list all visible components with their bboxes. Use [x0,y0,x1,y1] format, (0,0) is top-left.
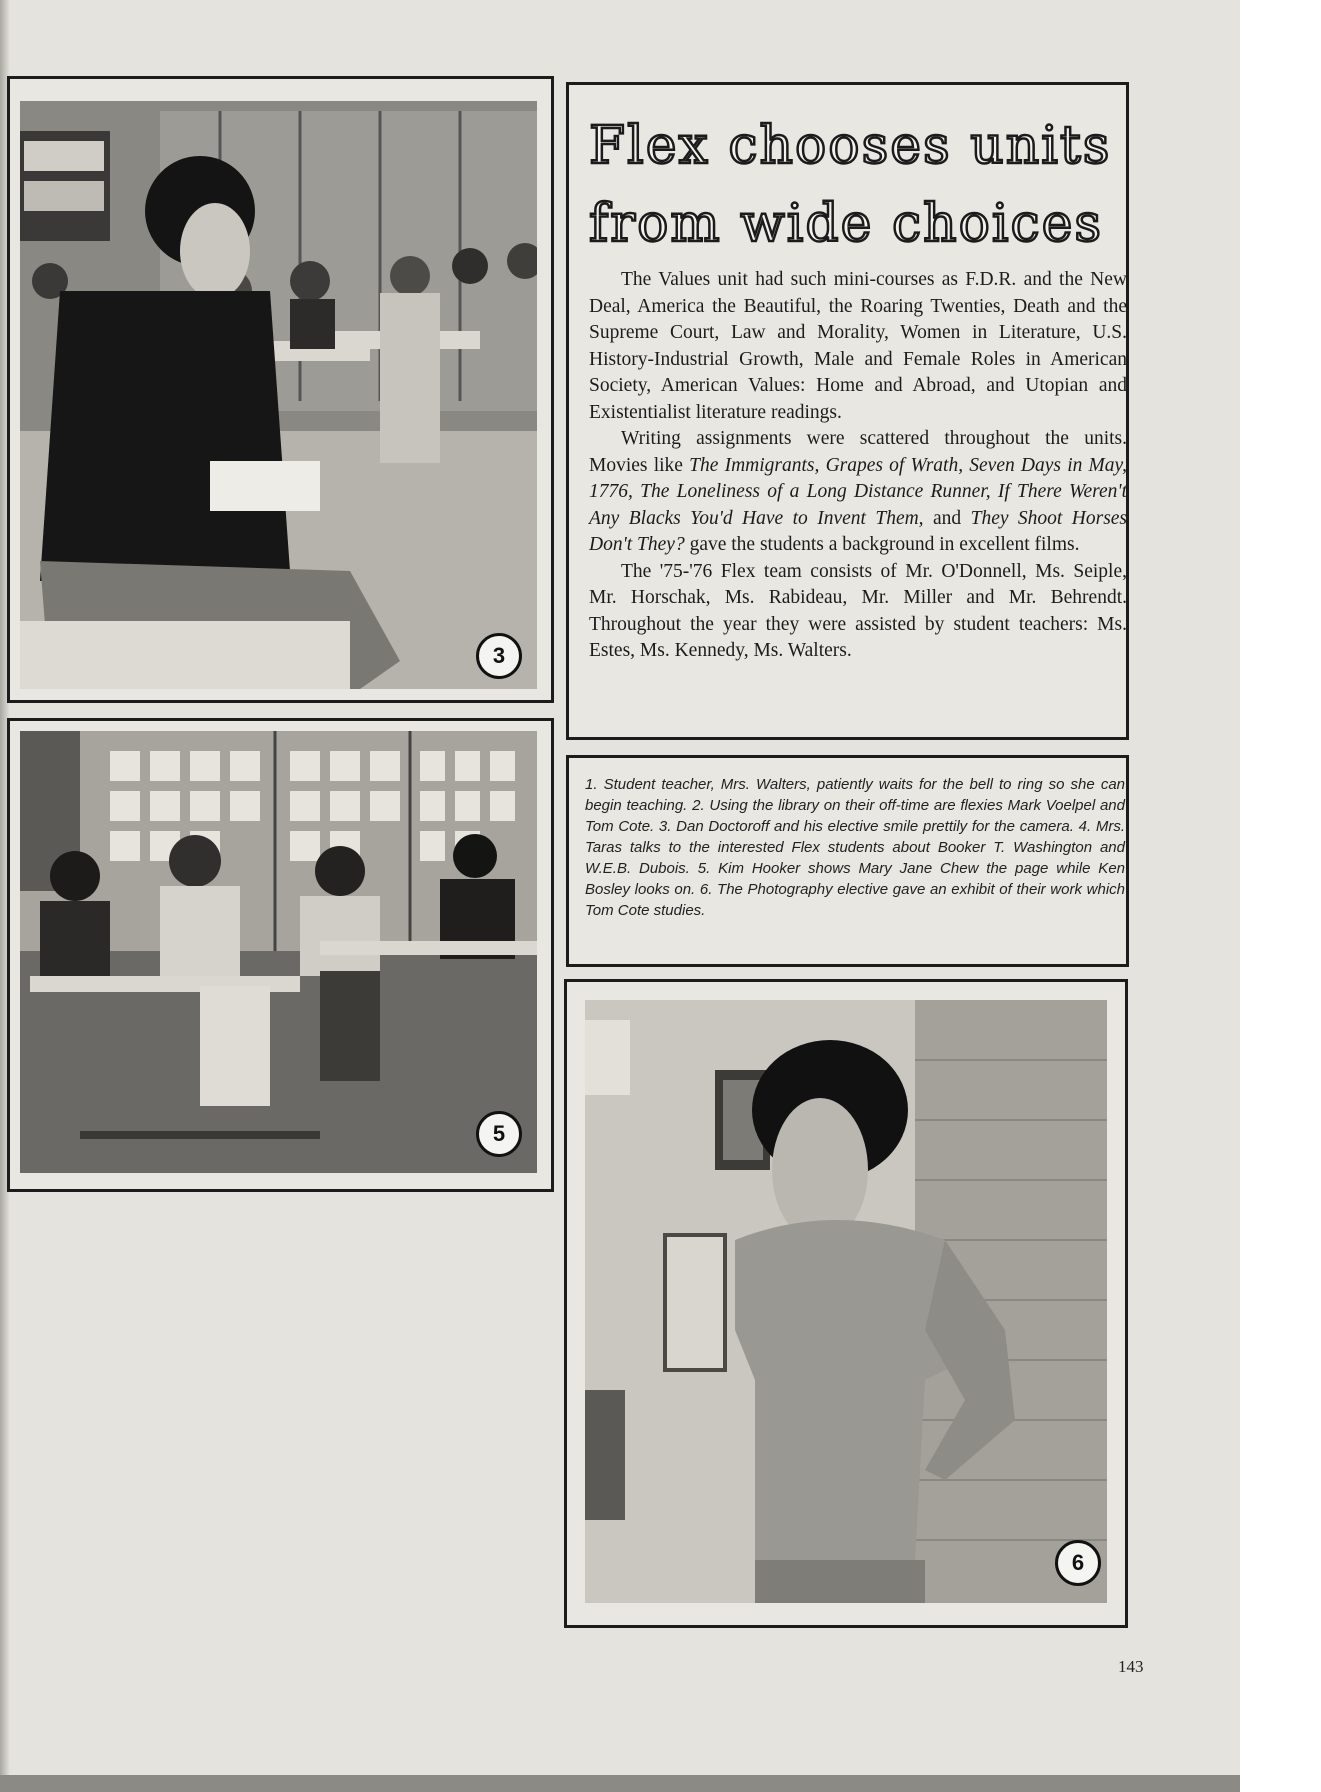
article-paragraph-3: The '75-'76 Flex team consists of Mr. O'Donnell, Ms. Seiple, Mr. Horschak, Ms. Rabideau, Mr. Miller and Mr. Behrendt. Throughout the year they were assisted by student teachers: Ms. Estes, Ms. Kennedy, Ms. Walters. [589,560,1127,661]
photo-6-frame [564,979,1128,1628]
headline [589,107,1125,263]
article-paragraph-2 [589,426,1127,559]
article-frame [566,82,1129,740]
photo-3-frame [7,76,554,703]
classroom-photo-icon [20,731,537,1173]
paragraph-2-films: The Immigrants, Grapes of Wrath, Seven Days in May, 1776, The Loneliness of a Long Distance Runner, If There Weren't Any Blacks You'd Have to Invent Them, [589,454,1127,529]
page-bottom-edge [0,1775,1240,1792]
photo-3 [20,101,537,689]
photo-captions: 1. Student teacher, Mrs. Walters, patiently waits for the bell to ring so she can begin teaching. 2. Using the library on their off-time are flexies Mark Voelpel and Tom Cote. 3. Dan Doctoroff and his elective smile prettily for the camera. 4. Mrs. Taras talks to the interested Flex students about Booker T. Washington and W.E.B. Dubois. 5. Kim Hooker shows Mary Jane Chew the page while Ken Bosley looks on. 6. The Photography elective gave an exhibit of their work which Tom Cote studies. [585,776,1125,919]
photo-5-frame [7,718,554,1192]
headline-line-1: Flex chooses units [589,116,1112,176]
page-number: 143 [1118,1657,1144,1676]
photo-6 [585,1000,1107,1603]
photo-6-number: 6 [1055,1540,1101,1586]
article-paragraph-1: The Values unit had such mini-courses as F.D.R. and the New Deal, America the Beautiful, the Roaring Twenties, Death and the Supreme Court, Law and Morality, Women in Literature, U.S. History-Industrial Growth, Male and Female Roles in American Society, American Values: Home and Abroad, and Utopian and Existentialist literature readings. [589,269,1127,423]
headline-line-2: from wide choices [589,194,1104,254]
photo-5 [20,731,537,1173]
paragraph-2-last-film: They Shoot Horses Don't They? [589,507,1128,555]
paragraph-2-and: and [933,507,962,529]
paragraph-2-intro: Writing assignments were scattered throughout the units. Movies like [589,428,1127,476]
scan-margin [1240,0,1321,1792]
article-body [589,267,1127,665]
exhibit-photo-icon [585,1000,1107,1603]
classroom-photo-icon [20,101,537,689]
caption-frame [566,755,1129,967]
photo-3-number: 3 [476,633,522,679]
paragraph-2-outro: gave the students a background in excellent films. [689,534,1080,555]
photo-5-number: 5 [476,1111,522,1157]
